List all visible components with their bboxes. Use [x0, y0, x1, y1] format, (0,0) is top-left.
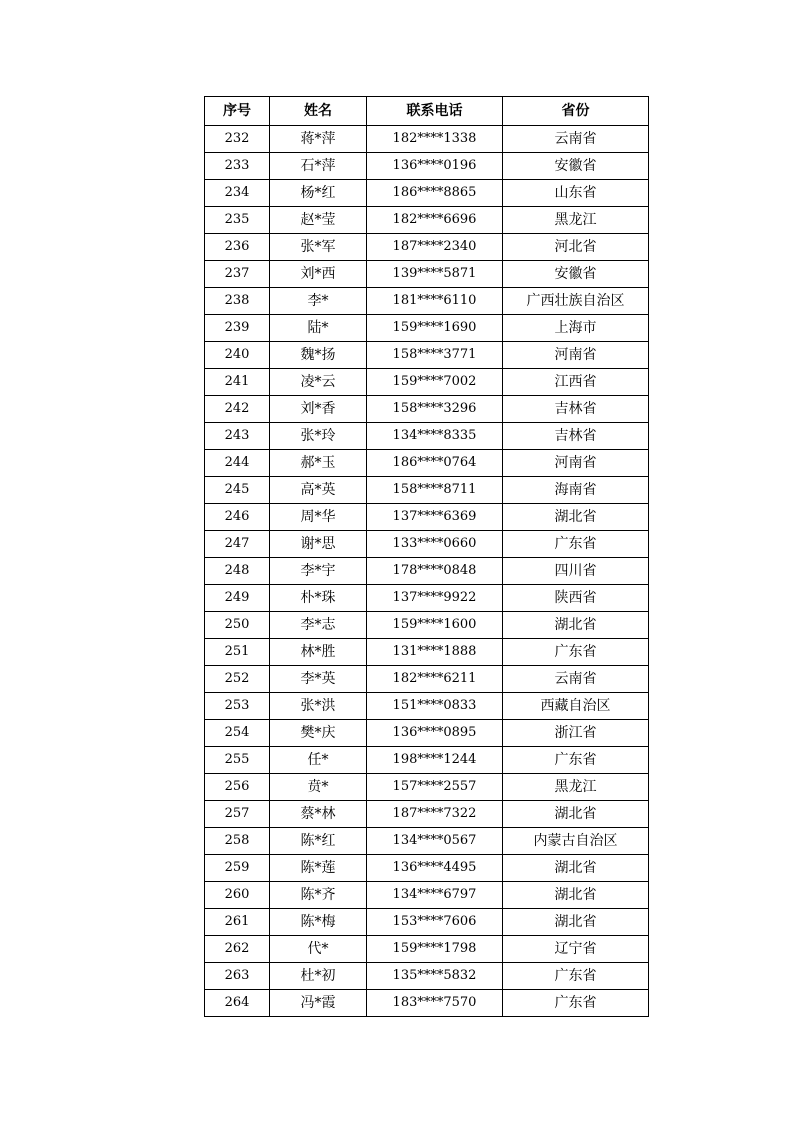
cell-name: 高*英 [270, 477, 367, 504]
cell-index: 237 [205, 261, 270, 288]
cell-index: 258 [205, 828, 270, 855]
cell-index: 259 [205, 855, 270, 882]
cell-index: 234 [205, 180, 270, 207]
table-row [205, 234, 649, 261]
cell-phone: 159****7002 [367, 369, 503, 396]
cell-phone: 157****2557 [367, 774, 503, 801]
cell-index: 248 [205, 558, 270, 585]
cell-province: 内蒙古自治区 [503, 828, 649, 855]
table-row [205, 801, 649, 828]
cell-province: 山东省 [503, 180, 649, 207]
cell-name: 李* [270, 288, 367, 315]
cell-phone: 182****1338 [367, 126, 503, 153]
cell-index: 239 [205, 315, 270, 342]
cell-name: 张*玲 [270, 423, 367, 450]
cell-phone: 178****0848 [367, 558, 503, 585]
table-row [205, 315, 649, 342]
table-row [205, 531, 649, 558]
table-row [205, 477, 649, 504]
table-row [205, 585, 649, 612]
table-row [205, 774, 649, 801]
cell-index: 251 [205, 639, 270, 666]
table-row [205, 288, 649, 315]
cell-province: 安徽省 [503, 261, 649, 288]
cell-province: 四川省 [503, 558, 649, 585]
table-body [205, 126, 649, 1017]
cell-index: 247 [205, 531, 270, 558]
cell-index: 236 [205, 234, 270, 261]
cell-index: 261 [205, 909, 270, 936]
table-row [205, 693, 649, 720]
table-row [205, 963, 649, 990]
cell-name: 樊*庆 [270, 720, 367, 747]
cell-index: 262 [205, 936, 270, 963]
cell-phone: 182****6211 [367, 666, 503, 693]
table-row [205, 504, 649, 531]
cell-phone: 139****5871 [367, 261, 503, 288]
table-row [205, 612, 649, 639]
table-row [205, 396, 649, 423]
table-row [205, 207, 649, 234]
cell-index: 244 [205, 450, 270, 477]
cell-index: 233 [205, 153, 270, 180]
cell-name: 李*志 [270, 612, 367, 639]
header-phone: 联系电话 [367, 97, 503, 126]
cell-phone: 133****0660 [367, 531, 503, 558]
table-row [205, 639, 649, 666]
header-name: 姓名 [270, 97, 367, 126]
cell-province: 辽宁省 [503, 936, 649, 963]
cell-name: 郝*玉 [270, 450, 367, 477]
cell-province: 云南省 [503, 666, 649, 693]
cell-province: 广西壮族自治区 [503, 288, 649, 315]
cell-province: 陕西省 [503, 585, 649, 612]
cell-index: 254 [205, 720, 270, 747]
cell-name: 陈*莲 [270, 855, 367, 882]
cell-province: 海南省 [503, 477, 649, 504]
cell-index: 257 [205, 801, 270, 828]
cell-province: 湖北省 [503, 882, 649, 909]
cell-province: 西藏自治区 [503, 693, 649, 720]
cell-province: 广东省 [503, 531, 649, 558]
cell-province: 湖北省 [503, 504, 649, 531]
cell-index: 246 [205, 504, 270, 531]
cell-name: 张*洪 [270, 693, 367, 720]
cell-name: 朴*珠 [270, 585, 367, 612]
cell-phone: 153****7606 [367, 909, 503, 936]
cell-province: 广东省 [503, 963, 649, 990]
cell-phone: 137****6369 [367, 504, 503, 531]
cell-index: 245 [205, 477, 270, 504]
cell-phone: 159****1798 [367, 936, 503, 963]
cell-name: 张*军 [270, 234, 367, 261]
cell-name: 代* [270, 936, 367, 963]
cell-province: 安徽省 [503, 153, 649, 180]
cell-phone: 186****0764 [367, 450, 503, 477]
cell-phone: 134****0567 [367, 828, 503, 855]
cell-name: 贲* [270, 774, 367, 801]
cell-name: 冯*霞 [270, 990, 367, 1017]
cell-name: 蔡*林 [270, 801, 367, 828]
cell-index: 260 [205, 882, 270, 909]
cell-province: 湖北省 [503, 801, 649, 828]
cell-index: 256 [205, 774, 270, 801]
table-row [205, 882, 649, 909]
cell-name: 石*萍 [270, 153, 367, 180]
table-row [205, 180, 649, 207]
contact-table [204, 96, 649, 1017]
cell-phone: 151****0833 [367, 693, 503, 720]
cell-province: 浙江省 [503, 720, 649, 747]
cell-name: 李*英 [270, 666, 367, 693]
cell-name: 李*宇 [270, 558, 367, 585]
cell-index: 238 [205, 288, 270, 315]
cell-index: 243 [205, 423, 270, 450]
cell-province: 黑龙江 [503, 207, 649, 234]
cell-name: 谢*思 [270, 531, 367, 558]
cell-phone: 136****4495 [367, 855, 503, 882]
table-row [205, 855, 649, 882]
cell-name: 林*胜 [270, 639, 367, 666]
cell-phone: 137****9922 [367, 585, 503, 612]
table-row [205, 990, 649, 1017]
cell-phone: 134****6797 [367, 882, 503, 909]
header-index: 序号 [205, 97, 270, 126]
cell-name: 赵*莹 [270, 207, 367, 234]
table-row [205, 936, 649, 963]
table-row [205, 423, 649, 450]
table-row [205, 369, 649, 396]
cell-phone: 135****5832 [367, 963, 503, 990]
cell-province: 广东省 [503, 639, 649, 666]
cell-name: 凌*云 [270, 369, 367, 396]
table-header [205, 97, 649, 126]
cell-province: 云南省 [503, 126, 649, 153]
cell-phone: 181****6110 [367, 288, 503, 315]
cell-index: 241 [205, 369, 270, 396]
cell-phone: 183****7570 [367, 990, 503, 1017]
cell-name: 杜*初 [270, 963, 367, 990]
cell-province: 湖北省 [503, 855, 649, 882]
cell-phone: 136****0196 [367, 153, 503, 180]
cell-province: 湖北省 [503, 909, 649, 936]
cell-name: 刘*西 [270, 261, 367, 288]
table-row [205, 126, 649, 153]
cell-name: 周*华 [270, 504, 367, 531]
table-row [205, 828, 649, 855]
cell-phone: 187****7322 [367, 801, 503, 828]
cell-province: 江西省 [503, 369, 649, 396]
cell-phone: 131****1888 [367, 639, 503, 666]
cell-phone: 159****1600 [367, 612, 503, 639]
cell-index: 253 [205, 693, 270, 720]
header-row [205, 97, 649, 126]
cell-province: 上海市 [503, 315, 649, 342]
table-row [205, 909, 649, 936]
cell-name: 陆* [270, 315, 367, 342]
cell-phone: 158****3296 [367, 396, 503, 423]
cell-name: 陈*红 [270, 828, 367, 855]
cell-index: 249 [205, 585, 270, 612]
cell-index: 232 [205, 126, 270, 153]
cell-name: 魏*扬 [270, 342, 367, 369]
cell-name: 杨*红 [270, 180, 367, 207]
cell-province: 湖北省 [503, 612, 649, 639]
cell-index: 264 [205, 990, 270, 1017]
cell-province: 河南省 [503, 342, 649, 369]
cell-phone: 136****0895 [367, 720, 503, 747]
cell-province: 河南省 [503, 450, 649, 477]
cell-name: 刘*香 [270, 396, 367, 423]
cell-index: 255 [205, 747, 270, 774]
cell-index: 252 [205, 666, 270, 693]
cell-province: 吉林省 [503, 423, 649, 450]
cell-phone: 198****1244 [367, 747, 503, 774]
table-row [205, 153, 649, 180]
table-row [205, 558, 649, 585]
table-row [205, 666, 649, 693]
cell-name: 任* [270, 747, 367, 774]
cell-index: 242 [205, 396, 270, 423]
table-row [205, 720, 649, 747]
cell-phone: 182****6696 [367, 207, 503, 234]
cell-phone: 186****8865 [367, 180, 503, 207]
cell-phone: 134****8335 [367, 423, 503, 450]
cell-name: 蒋*萍 [270, 126, 367, 153]
cell-name: 陈*梅 [270, 909, 367, 936]
cell-province: 河北省 [503, 234, 649, 261]
cell-province: 广东省 [503, 990, 649, 1017]
cell-index: 263 [205, 963, 270, 990]
cell-province: 广东省 [503, 747, 649, 774]
cell-index: 250 [205, 612, 270, 639]
cell-phone: 158****3771 [367, 342, 503, 369]
cell-phone: 159****1690 [367, 315, 503, 342]
cell-index: 235 [205, 207, 270, 234]
cell-province: 吉林省 [503, 396, 649, 423]
table-row [205, 747, 649, 774]
cell-index: 240 [205, 342, 270, 369]
cell-name: 陈*齐 [270, 882, 367, 909]
cell-phone: 187****2340 [367, 234, 503, 261]
header-province: 省份 [503, 97, 649, 126]
table-row [205, 342, 649, 369]
cell-province: 黑龙江 [503, 774, 649, 801]
table-row [205, 450, 649, 477]
cell-phone: 158****8711 [367, 477, 503, 504]
table-row [205, 261, 649, 288]
